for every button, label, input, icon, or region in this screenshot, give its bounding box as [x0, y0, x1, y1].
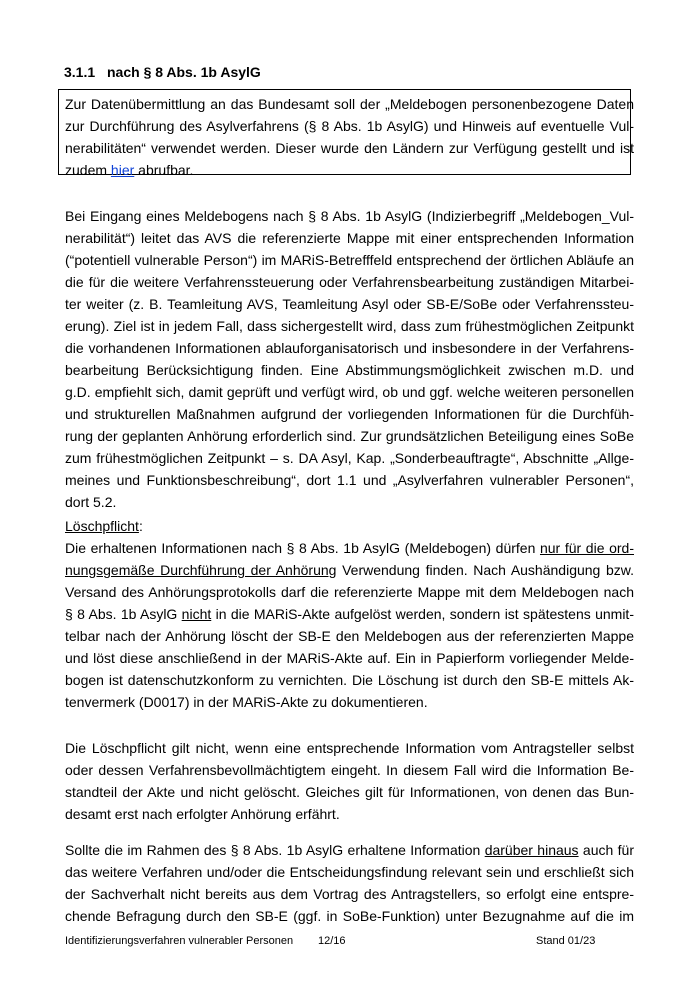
paragraph-1-line: dort 5.2.: [65, 494, 117, 510]
paragraph-3-line: oder dessen Verfahrensbevollmächtigtem eingeht. In diesem Fall wird die Information Be-: [65, 762, 634, 778]
loeschpflicht-emphasis: nur für die ord-: [539, 540, 634, 556]
info-box-line-4: [65, 159, 634, 181]
loeschpflicht-line: und löst diese anschließend in der MARiS-Akte auf. Ein in Papierform vorliegender Melde-: [65, 650, 634, 666]
loeschpflicht-colon: :: [138, 518, 143, 534]
info-box-line-3: nerabilitäten“ verwendet werden. Dieser wurde den Ländern zur Verfügung gestellt und ist: [65, 140, 634, 156]
footer-stand: Stand 01/23: [536, 935, 596, 947]
info-box-text: zudem: [65, 162, 111, 178]
loeschpflicht-line: [65, 603, 634, 625]
paragraph-4-text: Sollte die im Rahmen des § 8 Abs. 1b AsylG erhaltene Information: [65, 842, 485, 858]
paragraph-4-line: chende Befragung durch den SB-E (ggf. in SoBe-Funktion) unter Bezugnahme auf die im: [65, 908, 634, 924]
loeschpflicht-label: Löschpflicht: [65, 518, 139, 534]
section-heading: [64, 64, 261, 80]
loeschpflicht-text: in die MARiS-Akte aufgelöst werden, sondern ist spätestens unmit-: [211, 606, 634, 622]
loeschpflicht-heading: [65, 515, 634, 537]
paragraph-1-line: bearbeitung Berücksichtigung finden. Eine Abstimmungsmöglichkeit zwischen m.D. und: [65, 362, 634, 378]
paragraph-3-line: Die Löschpflicht gilt nicht, wenn eine entsprechende Information vom Antragsteller selbst: [65, 740, 634, 756]
hier-link[interactable]: hier: [110, 162, 135, 178]
section-title: nach § 8 Abs. 1b AsylG: [107, 64, 261, 80]
paragraph-4-line: das weitere Verfahren und/oder die Entscheidungsfindung relevant sein und erschließt sich: [65, 864, 634, 880]
paragraph-3-line: desamt erst nach erfolgter Anhörung erfährt.: [65, 806, 340, 822]
info-box-line-1: Zur Datenübermittlung an das Bundesamt soll der „Meldebogen personenbezogene Daten: [65, 96, 634, 112]
paragraph-4-line: der Sachverhalt nicht bereits aus dem Vortrag des Antragstellers, so erfolgt eine entspre-: [65, 886, 634, 902]
paragraph-4-text: auch für: [578, 842, 634, 858]
paragraph-4-line: [65, 839, 634, 861]
paragraph-1-line: g.D. empfiehlt sich, damit geprüft und verfügt wird, ob und ggf. welche weiteren personellen: [65, 384, 634, 400]
loeschpflicht-text: Die erhaltenen Informationen nach § 8 Abs. 1b AsylG (Meldebogen) dürfen: [65, 540, 540, 556]
paragraph-1-line: meines und Funktionsbeschreibung“, dort 1.1 und „Asylverfahren vulnerabler Personen“,: [65, 472, 634, 488]
loeschpflicht-emphasis: nungsgemäße Durchführung der Anhörung: [65, 562, 337, 578]
paragraph-1-line: zum frühestmöglichen Zeitpunkt – s. DA Asyl, Kap. „Sonderbeauftragte“, Abschnitte „Allge-: [65, 450, 634, 466]
paragraph-4-emphasis: darüber hinaus: [484, 842, 579, 858]
loeschpflicht-text: Verwendung finden. Nach Aushändigung bzw.: [336, 562, 634, 578]
paragraph-1-line: die für die weitere Verfahrenssteuerung oder Verfahrensbearbeitung zuständigen Mitarbei-: [65, 274, 634, 290]
paragraph-1-line: nerabilität“) leitet das AVS die referenzierte Mappe mit einer entsprechenden Information: [65, 230, 634, 246]
loeschpflicht-line: tenvermerk (D0017) in der MARiS-Akte zu dokumentieren.: [65, 694, 428, 710]
footer-title: Identifizierungsverfahren vulnerabler Personen: [65, 935, 294, 947]
paragraph-1-line: und strukturellen Maßnahmen aufgrund der vorliegenden Informationen für die Durchfüh-: [65, 406, 634, 422]
paragraph-1-line: Bei Eingang eines Meldebogens nach § 8 Abs. 1b AsylG (Indizierbegriff „Meldebogen_Vul-: [65, 208, 634, 224]
paragraph-3-line: standteil der Akte und nicht gelöscht. Gleiches gilt für Informationen, von denen das Bun-: [65, 784, 634, 800]
paragraph-1-line: ter weiter (z. B. Teamleitung AVS, Teamleitung Asyl oder SB-E/SoBe oder Verfahrenssteu-: [65, 296, 634, 312]
loeschpflicht-text: § 8 Abs. 1b AsylG: [65, 606, 182, 622]
loeschpflicht-line: Versand des Anhörungsprotokolls darf die referenzierte Mappe mit dem Meldebogen nach: [65, 584, 634, 600]
paragraph-1-line: erung). Ziel ist in jedem Fall, dass sichergestellt wird, dass zum frühestmöglichen Zeitpunkt: [65, 318, 634, 334]
info-box-text: abrufbar.: [134, 162, 194, 178]
loeschpflicht-line: [65, 559, 634, 581]
info-box-line-2: zur Durchführung des Asylverfahrens (§ 8 Abs. 1b AsylG) und Hinweis auf eventuelle Vul-: [65, 118, 634, 134]
paragraph-1-line: die vorhandenen Informationen ablauforganisatorisch und insbesondere in der Verfahrens-: [65, 340, 634, 356]
loeschpflicht-line: telbar nach der Anhörung löscht der SB-E den Meldebogen aus der referenzierten Mappe: [65, 628, 634, 644]
loeschpflicht-line: [65, 537, 634, 559]
footer-page-number: 12/16: [318, 935, 346, 947]
loeschpflicht-emphasis: nicht: [181, 606, 212, 622]
paragraph-1-line: rung der geplanten Anhörung erforderlich sind. Zur grundsätzlichen Beteiligung eines SoBe: [65, 428, 634, 444]
loeschpflicht-line: bogen ist datenschutzkonform zu vernichten. Die Löschung ist durch den SB-E mittels Ak-: [65, 672, 634, 688]
paragraph-1-line: (“potentiell vulnerable Person“) im MARiS-Betrefffeld entsprechend der örtlichen Abläufe an: [65, 252, 634, 268]
section-number: 3.1.1: [64, 64, 96, 80]
